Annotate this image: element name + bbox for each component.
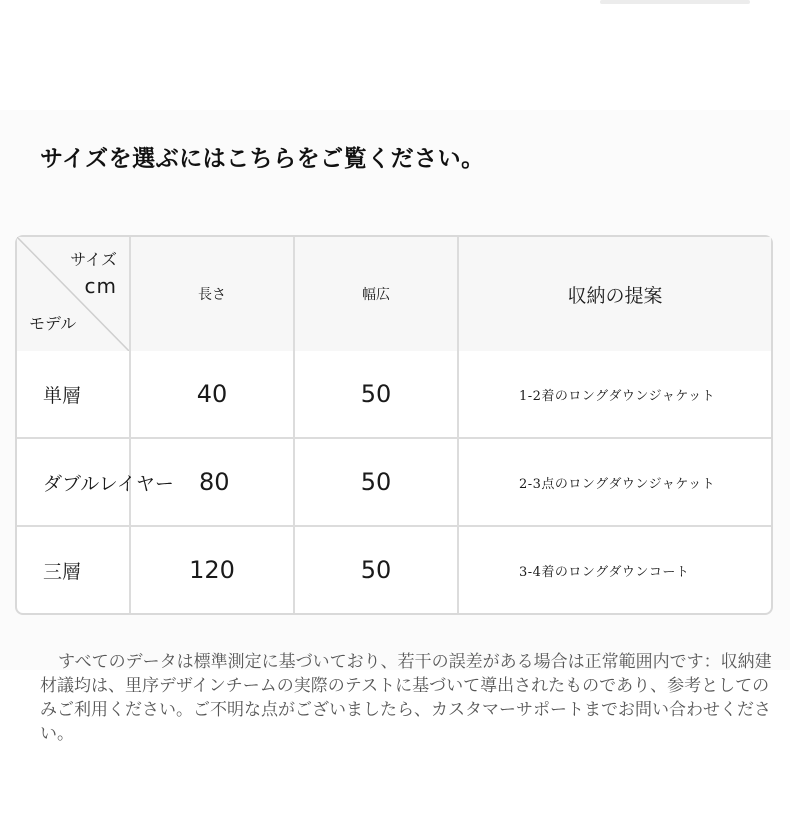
- disclaimer-note: すべてのデータは標準測定に基づいており、若干の誤差がある場合は正常範囲内です：収納建材議均は、里序デザインチームの実際のテストに基づいて導出されたものであり、参考としてのみご利用ください。ご不明な点がございましたら、カスタマーサポートまでお問い合わせください。: [40, 652, 772, 744]
- row-storage-suggestion: 1-2着のロングダウンジャケット: [459, 351, 771, 439]
- size-table: [15, 235, 773, 615]
- table-header-row: [17, 237, 771, 351]
- page-title: サイズを選ぶにはこちらをご覧ください。: [40, 146, 485, 172]
- row-model-label: ダブルレイヤー: [17, 439, 131, 527]
- table-row: [17, 527, 771, 613]
- corner-header-cell: [17, 237, 131, 351]
- row-width-value: 50: [295, 439, 459, 527]
- row-length-value: 40: [131, 351, 295, 439]
- row-storage-suggestion: 3-4着のロングダウンコート: [519, 564, 690, 580]
- row-model-label: 単層: [17, 351, 131, 439]
- header-length: 長さ: [131, 237, 295, 351]
- corner-size-label: サイズ: [70, 250, 117, 269]
- header-storage: 収納の提案: [459, 237, 771, 351]
- row-width-value: 50: [295, 351, 459, 439]
- row-width-value: 50: [295, 527, 459, 613]
- corner-unit-label: cm: [84, 274, 117, 298]
- row-model-label: 三層: [17, 527, 131, 613]
- table-row: [17, 351, 771, 439]
- row-storage-suggestion: 2-3点のロングダウンジャケット: [459, 439, 771, 527]
- corner-model-label: モデル: [29, 314, 77, 333]
- row-length-value: 80: [131, 439, 295, 527]
- table-row: [17, 439, 771, 527]
- row-length-value: 120: [131, 527, 295, 613]
- top-divider: [600, 0, 750, 4]
- header-width: 幅広: [295, 237, 459, 351]
